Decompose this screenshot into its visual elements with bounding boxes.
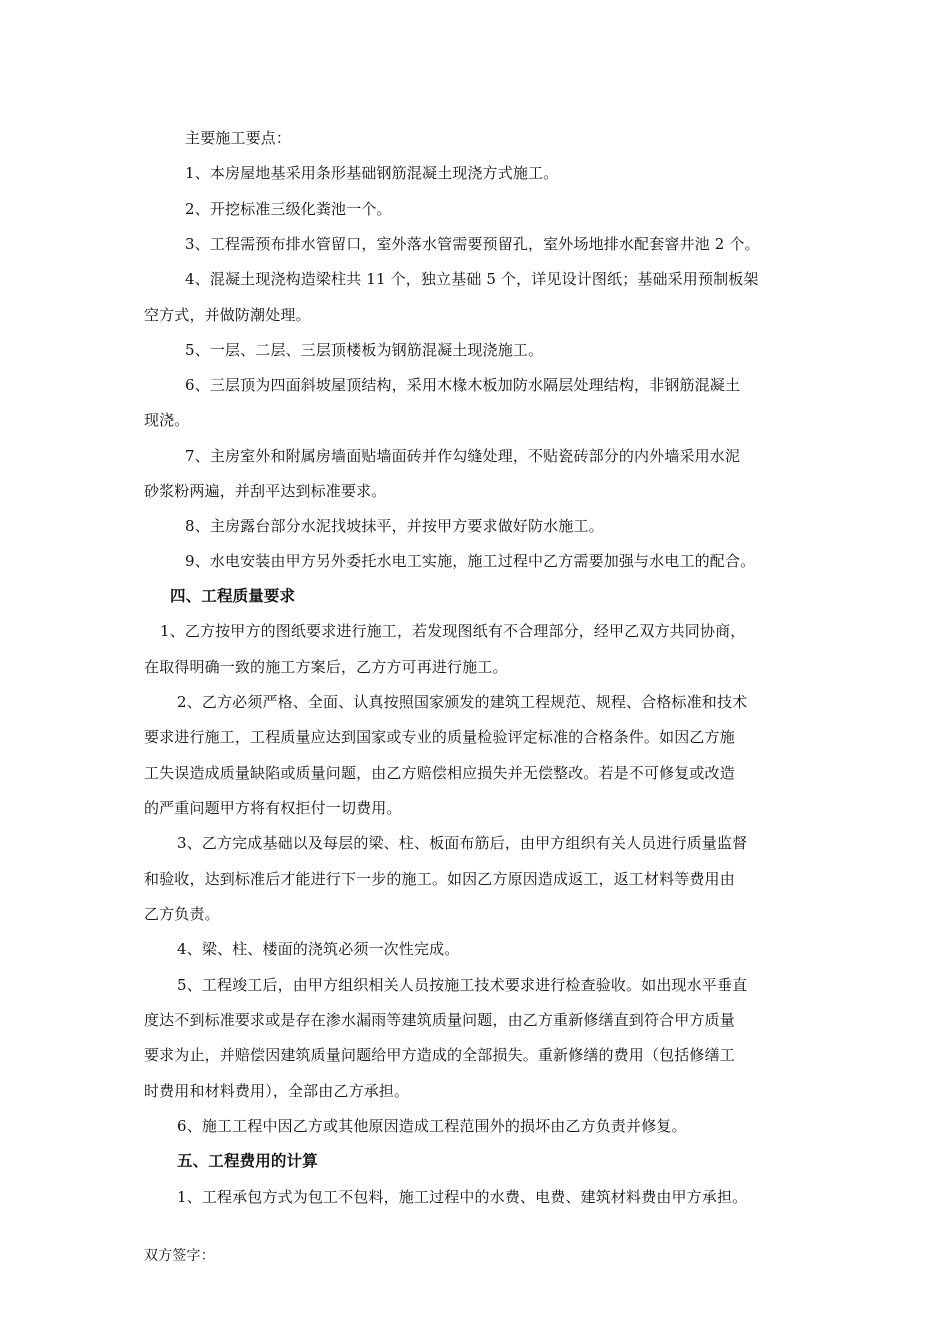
signature-label: 双方签字： (144, 1248, 215, 1264)
intro-title: 主要施工要点： (185, 129, 292, 147)
point-6-line-1: 6、三层顶为四面斜坡屋顶结构，采用木椽木板加防水隔层处理结构，非钢筋混凝土 (185, 376, 741, 394)
quality-2-line-1: 2、乙方必须严格、全面、认真按照国家颁发的建筑工程规范、规程、合格标准和技术 (177, 693, 748, 711)
quality-6: 6、施工工程中因乙方或其他原因造成工程范围外的损坏由乙方负责并修复。 (177, 1117, 687, 1135)
quality-4: 4、梁、柱、楼面的浇筑必须一次性完成。 (177, 940, 460, 958)
point-7-line-1: 7、主房室外和附属房墙面贴墙面砖并作勾缝处理，不贴瓷砖部分的内外墙采用水泥 (185, 447, 741, 465)
quality-3-line-1: 3、乙方完成基础以及每层的梁、柱、板面布筋后，由甲方组织有关人员进行质量监督 (177, 834, 748, 852)
quality-2-line-3: 工失误造成质量缺陷或质量问题，由乙方赔偿相应损失并无偿整改。若是不可修复或改造 (144, 764, 735, 782)
point-1: 1、本房屋地基采用条形基础钢筋混凝土现浇方式施工。 (185, 164, 559, 182)
point-2: 2、开挖标准三级化粪池一个。 (185, 200, 392, 218)
quality-5-line-3: 要求为止，并赔偿因建筑质量问题给甲方造成的全部损失。重新修缮的费用（包括修缮工 (144, 1046, 735, 1064)
point-6-line-2: 现浇。 (144, 411, 190, 429)
section-4-heading: 四、工程质量要求 (170, 586, 296, 605)
point-3: 3、工程需预布排水管留口，室外落水管需要预留孔，室外场地排水配套窨井池 2 个。 (185, 235, 760, 253)
cost-1: 1、工程承包方式为包工不包料，施工过程中的水费、电费、建筑材料费由甲方承担。 (177, 1188, 748, 1206)
quality-5-line-1: 5、工程竣工后，由甲方组织相关人员按施工技术要求进行检查验收。如出现水平垂直 (177, 976, 748, 994)
point-7-line-2: 砂浆粉两遍，并刮平达到标准要求。 (144, 482, 387, 500)
quality-5-line-2: 度达不到标准要求或是存在渗水漏雨等建筑质量问题，由乙方重新修缮直到符合甲方质量 (144, 1011, 735, 1029)
point-5: 5、一层、二层、三层顶楼板为钢筋混凝土现浇施工。 (185, 341, 544, 359)
quality-1-line-2: 在取得明确一致的施工方案后，乙方方可再进行施工。 (144, 658, 508, 676)
section-5-heading: 五、工程费用的计算 (177, 1151, 318, 1170)
quality-3-line-3: 乙方负责。 (144, 905, 220, 923)
quality-2-line-4: 的严重问题甲方将有权拒付一切费用。 (144, 799, 402, 817)
quality-2-line-2: 要求进行施工，工程质量应达到国家或专业的质量检验评定标准的合格条件。如因乙方施 (144, 728, 735, 746)
quality-1-line-1: 1、乙方按甲方的图纸要求进行施工，若发现图纸有不合理部分，经甲乙双方共同协商， (160, 622, 746, 640)
quality-3-line-2: 和验收，达到标准后才能进行下一步的施工。如因乙方原因造成返工，返工材料等费用由 (144, 870, 735, 888)
point-9: 9、水电安装由甲方另外委托水电工实施，施工过程中乙方需要加强与水电工的配合。 (185, 552, 756, 570)
quality-5-line-4: 时费用和材料费用），全部由乙方承担。 (144, 1082, 410, 1100)
point-4-line-2: 空方式，并做防潮处理。 (144, 306, 311, 324)
point-4-line-1: 4、混凝土现浇构造梁柱共 11 个，独立基础 5 个，详见设计图纸；基础采用预制板架 (185, 270, 759, 288)
point-8: 8、主房露台部分水泥找坡抹平，并按甲方要求做好防水施工。 (185, 517, 604, 535)
